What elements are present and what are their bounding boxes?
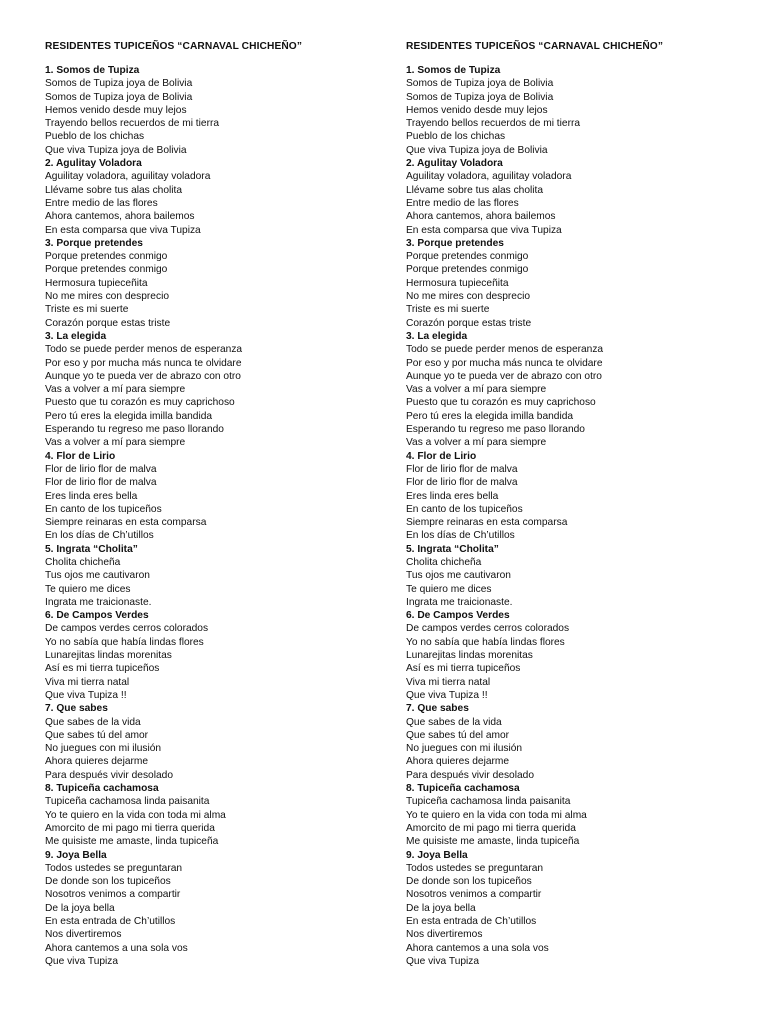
lyric-line: Esperando tu regreso me paso llorando (45, 424, 224, 436)
lyric-line: De campos verdes cerros colorados (45, 623, 209, 635)
lyric-line: En los días de Ch’utillos (45, 530, 154, 542)
lyric-line: Siempre reinaras en esta comparsa (45, 517, 207, 529)
lyric-line: Ingrata me traicionaste. (45, 596, 152, 608)
song-block (45, 237, 385, 330)
lyric-line: De la joya bella (45, 902, 115, 914)
lyric-line: Amorcito de mi pago mi tierra querida (45, 822, 215, 834)
lyric-line: Que viva Tupiza (406, 955, 480, 967)
song-block (45, 450, 385, 543)
lyric-line: Eres linda eres bella (406, 490, 499, 502)
lyric-line: Para después vivir desolado (406, 769, 534, 781)
lyric-line: Eres linda eres bella (45, 490, 138, 502)
lyric-line: Hermosura tupieceñita (45, 277, 148, 289)
lyric-line: Vas a volver a mí para siempre (406, 437, 547, 449)
song-block (406, 702, 746, 782)
song-block (406, 782, 746, 848)
lyric-line: Flor de lirio flor de malva (45, 463, 157, 475)
lyric-line: Viva mi tierra natal (45, 676, 130, 688)
song-block (406, 609, 746, 702)
lyric-line: Que sabes de la vida (406, 716, 502, 728)
song-block (45, 64, 385, 157)
lyric-line: De campos verdes cerros colorados (406, 623, 570, 635)
lyric-line: Triste es mi suerte (406, 304, 490, 316)
lyric-line: Pueblo de los chichas (406, 131, 506, 143)
lyric-line: En esta comparsa que viva Tupiza (45, 224, 201, 236)
lyric-line: Ahora cantemos a una sola vos (406, 942, 549, 954)
lyric-line: Que viva Tupiza !! (406, 689, 488, 701)
lyric-line: Por eso y por mucha más nunca te olvidare (406, 357, 603, 369)
lyric-line: Aunque yo te pueda ver de abrazo con otro (406, 370, 602, 382)
lyric-line: Ahora cantemos a una sola vos (45, 942, 188, 954)
lyric-line: Amorcito de mi pago mi tierra querida (406, 822, 576, 834)
lyric-line: Que viva Tupiza joya de Bolivia (406, 144, 548, 156)
song-block (406, 450, 746, 543)
lyric-line: Hemos venido desde muy lejos (406, 104, 548, 116)
song-title: 4. Flor de Lirio (406, 450, 477, 462)
lyric-line: Todo se puede perder menos de esperanza (406, 344, 604, 356)
lyric-line: Siempre reinaras en esta comparsa (406, 517, 568, 529)
lyric-line: Yo te quiero en la vida con toda mi alma (406, 809, 587, 821)
lyric-line: Ahora quieres dejarme (406, 756, 510, 768)
lyric-line: Cholita chicheña (45, 556, 121, 568)
lyric-line: Corazón porque estas triste (45, 317, 171, 329)
song-block (406, 64, 746, 157)
song-title: 8. Tupiceña cachamosa (406, 783, 520, 795)
song-title: 9. Joya Bella (45, 849, 107, 861)
lyric-line: Flor de lirio flor de malva (406, 463, 518, 475)
song-block (45, 702, 385, 782)
lyric-line: Lunarejitas lindas morenitas (406, 650, 533, 662)
lyric-line: Tupiceña cachamosa linda paisanita (45, 796, 210, 808)
lyric-line: Somos de Tupiza joya de Bolivia (45, 78, 193, 90)
lyric-line: Así es mi tierra tupiceños (406, 663, 521, 675)
lyric-line: Yo no sabía que había lindas flores (406, 636, 565, 648)
lyric-line: De donde son los tupiceños (406, 876, 532, 888)
song-title: 4. Flor de Lirio (45, 450, 116, 462)
song-title: 5. Ingrata “Cholita” (45, 543, 138, 555)
lyric-line: Aunque yo te pueda ver de abrazo con otro (45, 370, 241, 382)
lyric-line: Que sabes tú del amor (45, 729, 149, 741)
song-title: 7. Que sabes (406, 703, 469, 715)
lyric-line: Porque pretendes conmigo (406, 251, 529, 263)
lyric-line: Porque pretendes conmigo (45, 264, 168, 276)
lyric-line: Que viva Tupiza !! (45, 689, 127, 701)
song-title: 8. Tupiceña cachamosa (45, 783, 159, 795)
lyric-line: Pero tú eres la elegida imilla bandida (406, 410, 574, 422)
song-block (406, 849, 746, 969)
lyric-line: Pero tú eres la elegida imilla bandida (45, 410, 213, 422)
lyric-line: Todos ustedes se preguntaran (406, 862, 544, 874)
lyric-line: Tupiceña cachamosa linda paisanita (406, 796, 571, 808)
lyric-line: Yo no sabía que había lindas flores (45, 636, 204, 648)
song-title: 6. De Campos Verdes (45, 610, 149, 622)
lyric-line: Ahora cantemos, ahora bailemos (45, 211, 195, 223)
lyric-line: Viva mi tierra natal (406, 676, 491, 688)
lyric-line: De la joya bella (406, 902, 476, 914)
song-title: 2. Agulitay Voladora (406, 158, 503, 170)
lyric-line: Somos de Tupiza joya de Bolivia (406, 91, 554, 103)
lyrics-column-right (406, 40, 746, 968)
song-list (406, 64, 746, 968)
lyric-line: En los días de Ch’utillos (406, 530, 515, 542)
song-title: 3. Porque pretendes (406, 237, 504, 249)
lyric-line: Te quiero me dices (406, 583, 492, 595)
lyric-line: Puesto que tu corazón es muy caprichoso (45, 397, 235, 409)
song-block (406, 330, 746, 450)
lyric-line: Nosotros venimos a compartir (406, 889, 542, 901)
lyric-line: Todos ustedes se preguntaran (45, 862, 183, 874)
song-block (45, 157, 385, 237)
lyric-line: Trayendo bellos recuerdos de mi tierra (45, 118, 220, 130)
song-title: 3. Porque pretendes (45, 237, 143, 249)
lyric-line: Porque pretendes conmigo (45, 251, 168, 263)
lyric-line: Nos divertiremos (406, 929, 483, 941)
lyric-line: Cholita chicheña (406, 556, 482, 568)
lyric-line: Por eso y por mucha más nunca te olvidare (45, 357, 242, 369)
song-title: 1. Somos de Tupiza (45, 65, 140, 76)
lyric-line: Entre medio de las flores (45, 197, 158, 209)
lyric-line: Nosotros venimos a compartir (45, 889, 181, 901)
lyric-line: Aguilitay voladora, aguilitay voladora (45, 171, 211, 183)
lyric-line: Todo se puede perder menos de esperanza (45, 344, 243, 356)
lyric-line: No me mires con desprecio (45, 291, 169, 303)
lyric-line: Me quisiste me amaste, linda tupiceña (45, 836, 219, 848)
lyric-line: Entre medio de las flores (406, 197, 519, 209)
document-title: RESIDENTES TUPICEÑOS “CARNAVAL CHICHEÑO” (406, 41, 664, 52)
lyric-line: En canto de los tupiceños (45, 503, 162, 515)
lyric-line: Tus ojos me cautivaron (45, 570, 150, 582)
lyric-line: Ahora cantemos, ahora bailemos (406, 211, 556, 223)
lyric-line: Tus ojos me cautivaron (406, 570, 511, 582)
lyric-line: No juegues con mi ilusión (45, 743, 162, 755)
lyric-line: Pueblo de los chichas (45, 131, 145, 143)
song-title: 5. Ingrata “Cholita” (406, 543, 499, 555)
song-title: 2. Agulitay Voladora (45, 158, 142, 170)
lyric-line: Puesto que tu corazón es muy caprichoso (406, 397, 596, 409)
song-block (45, 782, 385, 848)
document-title: RESIDENTES TUPICEÑOS “CARNAVAL CHICHEÑO” (45, 41, 303, 52)
song-title: 1. Somos de Tupiza (406, 65, 501, 76)
song-title: 7. Que sabes (45, 703, 108, 715)
lyric-line: Así es mi tierra tupiceños (45, 663, 160, 675)
lyric-line: Vas a volver a mí para siempre (406, 384, 547, 396)
song-block (45, 330, 385, 450)
lyric-line: Flor de lirio flor de malva (406, 477, 518, 489)
lyric-line: Vas a volver a mí para siempre (45, 437, 186, 449)
lyric-line: Esperando tu regreso me paso llorando (406, 424, 585, 436)
song-block (45, 609, 385, 702)
lyric-line: Somos de Tupiza joya de Bolivia (406, 78, 554, 90)
lyric-line: Triste es mi suerte (45, 304, 129, 316)
lyric-line: Trayendo bellos recuerdos de mi tierra (406, 118, 581, 130)
lyric-line: Que sabes de la vida (45, 716, 141, 728)
lyric-line: Vas a volver a mí para siempre (45, 384, 186, 396)
song-list (45, 64, 385, 968)
lyric-line: En esta comparsa que viva Tupiza (406, 224, 562, 236)
song-title: 6. De Campos Verdes (406, 610, 510, 622)
lyric-line: Porque pretendes conmigo (406, 264, 529, 276)
lyric-line: Flor de lirio flor de malva (45, 477, 157, 489)
lyric-line: Hemos venido desde muy lejos (45, 104, 187, 116)
lyric-line: Hermosura tupieceñita (406, 277, 509, 289)
lyric-line: No juegues con mi ilusión (406, 743, 523, 755)
song-title: 9. Joya Bella (406, 849, 468, 861)
lyric-line: Que viva Tupiza joya de Bolivia (45, 144, 187, 156)
lyric-line: En esta entrada de Ch’utillos (45, 916, 176, 927)
lyric-line: Yo te quiero en la vida con toda mi alma (45, 809, 226, 821)
lyric-line: Me quisiste me amaste, linda tupiceña (406, 836, 580, 848)
lyric-line: Ahora quieres dejarme (45, 756, 149, 768)
lyric-line: Somos de Tupiza joya de Bolivia (45, 91, 193, 103)
lyric-line: Que sabes tú del amor (406, 729, 510, 741)
lyric-line: Llévame sobre tus alas cholita (45, 184, 183, 196)
song-title: 3. La elegida (406, 330, 468, 342)
song-block (406, 543, 746, 609)
lyric-line: No me mires con desprecio (406, 291, 530, 303)
song-title: 3. La elegida (45, 330, 107, 342)
lyric-line: En esta entrada de Ch’utillos (406, 916, 537, 927)
lyric-line: Que viva Tupiza (45, 955, 119, 967)
lyric-line: En canto de los tupiceños (406, 503, 523, 515)
lyric-line: Te quiero me dices (45, 583, 131, 595)
lyric-line: De donde son los tupiceños (45, 876, 171, 888)
lyric-line: Corazón porque estas triste (406, 317, 532, 329)
song-block (45, 849, 385, 969)
lyric-line: Llévame sobre tus alas cholita (406, 184, 544, 196)
lyric-line: Nos divertiremos (45, 929, 122, 941)
song-block (45, 543, 385, 609)
lyric-line: Ingrata me traicionaste. (406, 596, 513, 608)
lyric-line: Para después vivir desolado (45, 769, 173, 781)
lyric-line: Aguilitay voladora, aguilitay voladora (406, 171, 572, 183)
lyrics-column-left (45, 40, 385, 968)
song-block (406, 237, 746, 330)
song-block (406, 157, 746, 237)
lyric-line: Lunarejitas lindas morenitas (45, 650, 172, 662)
